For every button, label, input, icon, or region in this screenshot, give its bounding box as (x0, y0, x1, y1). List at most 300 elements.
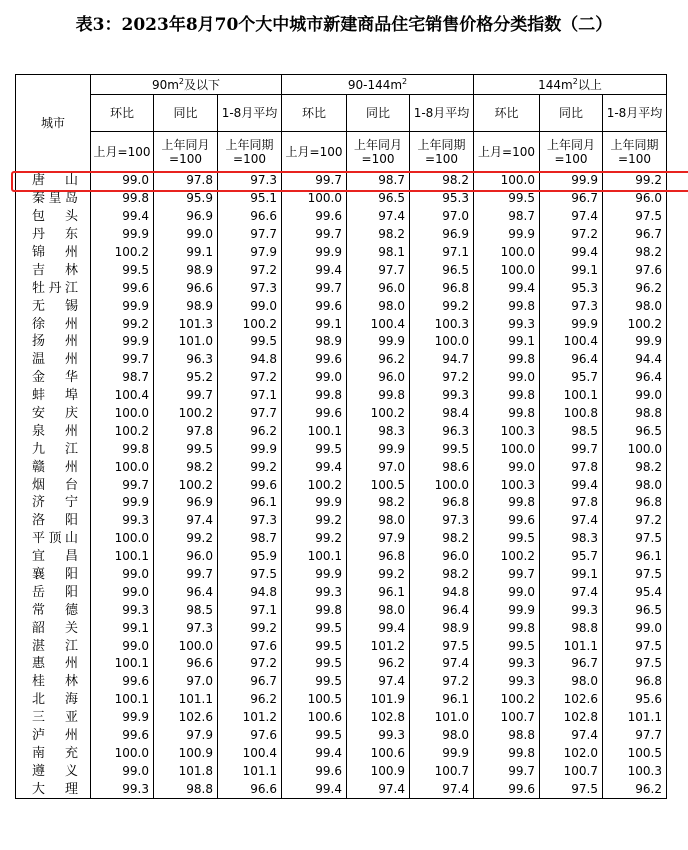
index-value: 99.1 (540, 261, 603, 279)
table-row (16, 637, 667, 655)
city-name: 桂林 (16, 673, 91, 691)
index-value: 99.5 (282, 673, 347, 691)
index-value: 97.1 (218, 601, 282, 619)
index-value: 96.8 (603, 673, 667, 691)
index-value: 99.8 (474, 351, 540, 369)
index-value: 99.7 (282, 226, 347, 244)
index-value: 100.3 (410, 315, 474, 333)
index-value: 100.0 (474, 172, 540, 190)
index-value: 98.0 (347, 297, 410, 315)
index-value: 99.2 (347, 566, 410, 584)
index-value: 99.4 (347, 619, 410, 637)
index-value: 100.1 (282, 548, 347, 566)
index-value: 101.8 (154, 762, 218, 780)
index-value: 99.2 (91, 315, 154, 333)
index-value: 99.6 (91, 727, 154, 745)
index-value: 99.4 (540, 244, 603, 262)
city-name: 金华 (16, 369, 91, 387)
index-value: 99.7 (91, 476, 154, 494)
index-value: 98.9 (154, 261, 218, 279)
index-value: 96.0 (603, 190, 667, 208)
index-value: 99.9 (540, 172, 603, 190)
index-value: 98.2 (410, 566, 474, 584)
base-label: 上年同月=100 (540, 132, 603, 172)
index-value: 98.9 (154, 297, 218, 315)
index-value: 97.0 (154, 673, 218, 691)
index-value: 99.5 (474, 530, 540, 548)
index-value: 99.7 (154, 387, 218, 405)
index-value: 96.1 (603, 548, 667, 566)
table-row (16, 691, 667, 709)
index-value: 96.1 (410, 691, 474, 709)
index-value: 96.8 (347, 548, 410, 566)
index-value: 96.1 (347, 583, 410, 601)
index-value: 99.0 (282, 369, 347, 387)
index-value: 97.6 (218, 637, 282, 655)
index-value: 96.0 (410, 548, 474, 566)
table-row (16, 655, 667, 673)
subheader-avg: 1-8月平均 (603, 95, 667, 132)
index-value: 98.0 (410, 727, 474, 745)
index-value: 96.2 (603, 279, 667, 297)
index-value: 95.2 (154, 369, 218, 387)
index-value: 100.2 (282, 476, 347, 494)
index-value: 99.5 (282, 727, 347, 745)
index-value: 99.9 (603, 333, 667, 351)
city-name: 泸州 (16, 727, 91, 745)
index-value: 97.7 (603, 727, 667, 745)
index-value: 97.8 (154, 422, 218, 440)
table-row (16, 762, 667, 780)
subheader-avg: 1-8月平均 (218, 95, 282, 132)
table-row (16, 512, 667, 530)
index-value: 99.9 (474, 226, 540, 244)
city-name: 大理 (16, 780, 91, 798)
index-value: 95.1 (218, 190, 282, 208)
index-value: 99.4 (474, 279, 540, 297)
index-value: 99.1 (474, 333, 540, 351)
subheader-avg: 1-8月平均 (410, 95, 474, 132)
city-name: 南充 (16, 745, 91, 763)
index-value: 99.7 (282, 279, 347, 297)
index-value: 99.4 (282, 745, 347, 763)
city-name: 锦州 (16, 244, 91, 262)
table-row (16, 566, 667, 584)
index-value: 100.0 (410, 333, 474, 351)
index-value: 98.8 (540, 619, 603, 637)
index-value: 99.6 (474, 512, 540, 530)
index-value: 96.7 (540, 190, 603, 208)
index-value: 100.2 (91, 422, 154, 440)
index-value: 99.5 (282, 655, 347, 673)
index-value: 99.0 (91, 762, 154, 780)
index-value: 97.3 (540, 297, 603, 315)
subheader-yoy: 同比 (154, 95, 218, 132)
city-name: 包头 (16, 208, 91, 226)
index-value: 96.4 (410, 601, 474, 619)
index-value: 97.5 (603, 208, 667, 226)
table-row (16, 745, 667, 763)
index-value: 96.6 (154, 279, 218, 297)
index-value: 99.4 (91, 208, 154, 226)
index-value: 99.2 (218, 619, 282, 637)
index-value: 99.9 (540, 315, 603, 333)
index-value: 99.3 (91, 512, 154, 530)
index-value: 97.4 (410, 780, 474, 798)
index-value: 98.2 (410, 172, 474, 190)
index-value: 102.6 (540, 691, 603, 709)
index-value: 97.5 (410, 637, 474, 655)
index-value: 99.9 (282, 494, 347, 512)
index-value: 96.9 (154, 494, 218, 512)
index-value: 97.2 (218, 261, 282, 279)
subheader-mom: 环比 (282, 95, 347, 132)
index-value: 100.0 (474, 244, 540, 262)
index-value: 99.8 (91, 190, 154, 208)
city-name: 韶关 (16, 619, 91, 637)
index-value: 97.1 (410, 244, 474, 262)
index-value: 98.0 (603, 297, 667, 315)
index-value: 99.6 (474, 780, 540, 798)
index-value: 99.2 (154, 530, 218, 548)
table-row (16, 476, 667, 494)
index-value: 96.2 (347, 655, 410, 673)
index-value: 99.6 (218, 476, 282, 494)
index-value: 97.2 (603, 512, 667, 530)
index-value: 99.3 (347, 727, 410, 745)
index-value: 99.6 (91, 279, 154, 297)
index-value: 96.4 (540, 351, 603, 369)
index-value: 97.0 (410, 208, 474, 226)
index-value: 97.4 (540, 208, 603, 226)
index-value: 96.5 (603, 422, 667, 440)
index-value: 96.0 (154, 548, 218, 566)
index-value: 94.7 (410, 351, 474, 369)
index-value: 99.1 (91, 619, 154, 637)
index-value: 99.2 (282, 530, 347, 548)
table-row (16, 369, 667, 387)
index-value: 99.0 (91, 637, 154, 655)
index-value: 98.8 (154, 780, 218, 798)
index-value: 97.4 (540, 512, 603, 530)
index-value: 95.9 (154, 190, 218, 208)
city-name: 宜昌 (16, 548, 91, 566)
index-value: 99.8 (474, 405, 540, 423)
city-name: 济宁 (16, 494, 91, 512)
index-value: 100.0 (474, 440, 540, 458)
index-value: 97.8 (540, 494, 603, 512)
index-value: 100.4 (218, 745, 282, 763)
index-value: 99.5 (282, 440, 347, 458)
index-value: 98.0 (540, 673, 603, 691)
index-value: 98.9 (410, 619, 474, 637)
index-value: 99.8 (474, 494, 540, 512)
index-value: 96.2 (218, 691, 282, 709)
index-value: 100.4 (540, 333, 603, 351)
city-name: 襄阳 (16, 566, 91, 584)
index-value: 101.2 (347, 637, 410, 655)
table-row (16, 190, 667, 208)
index-value: 98.2 (410, 530, 474, 548)
subheader-mom: 环比 (91, 95, 154, 132)
table-row (16, 673, 667, 691)
index-value: 97.6 (218, 727, 282, 745)
table-row (16, 422, 667, 440)
table-row (16, 709, 667, 727)
index-value: 96.6 (154, 655, 218, 673)
index-value: 99.9 (91, 333, 154, 351)
index-value: 100.0 (91, 745, 154, 763)
index-value: 100.2 (474, 691, 540, 709)
index-value: 101.3 (154, 315, 218, 333)
index-value: 99.0 (91, 172, 154, 190)
index-value: 96.8 (410, 279, 474, 297)
index-value: 96.6 (218, 208, 282, 226)
index-value: 99.3 (474, 315, 540, 333)
index-value: 99.5 (474, 190, 540, 208)
index-value: 98.3 (347, 422, 410, 440)
table-row (16, 494, 667, 512)
index-value: 99.0 (603, 387, 667, 405)
city-name: 牡丹江 (16, 279, 91, 297)
index-value: 98.2 (347, 226, 410, 244)
index-value: 98.2 (154, 458, 218, 476)
index-value: 98.5 (154, 601, 218, 619)
base-label: 上月=100 (474, 132, 540, 172)
city-name: 烟台 (16, 476, 91, 494)
index-value: 101.1 (540, 637, 603, 655)
index-value: 97.3 (410, 512, 474, 530)
index-value: 99.7 (282, 172, 347, 190)
table-row (16, 601, 667, 619)
index-value: 96.8 (410, 494, 474, 512)
index-value: 99.9 (347, 440, 410, 458)
table-row (16, 261, 667, 279)
index-value: 99.6 (282, 405, 347, 423)
index-value: 100.9 (154, 745, 218, 763)
index-value: 97.9 (347, 530, 410, 548)
index-value: 98.8 (603, 405, 667, 423)
index-value: 100.1 (540, 387, 603, 405)
index-value: 99.8 (282, 387, 347, 405)
index-value: 97.2 (410, 673, 474, 691)
index-value: 100.1 (282, 422, 347, 440)
index-value: 96.3 (410, 422, 474, 440)
index-value: 99.4 (282, 780, 347, 798)
index-value: 99.3 (474, 655, 540, 673)
index-value: 99.1 (154, 244, 218, 262)
table-body (16, 172, 667, 799)
index-value: 99.9 (347, 333, 410, 351)
index-value: 100.0 (603, 440, 667, 458)
index-value: 99.3 (410, 387, 474, 405)
index-value: 100.0 (91, 458, 154, 476)
index-value: 99.5 (282, 619, 347, 637)
index-value: 99.8 (282, 601, 347, 619)
base-label: 上月=100 (91, 132, 154, 172)
index-value: 97.5 (540, 780, 603, 798)
index-value: 99.4 (282, 261, 347, 279)
index-value: 97.3 (218, 279, 282, 297)
city-name: 扬州 (16, 333, 91, 351)
index-value: 101.9 (347, 691, 410, 709)
index-value: 99.7 (474, 762, 540, 780)
index-value: 97.4 (347, 780, 410, 798)
index-value: 98.7 (218, 530, 282, 548)
index-value: 99.5 (154, 440, 218, 458)
index-value: 97.4 (347, 208, 410, 226)
city-name: 温州 (16, 351, 91, 369)
index-value: 100.0 (410, 476, 474, 494)
table-row (16, 727, 667, 745)
index-value: 94.8 (218, 583, 282, 601)
index-value: 98.0 (347, 601, 410, 619)
index-value: 98.8 (474, 727, 540, 745)
index-value: 97.9 (218, 244, 282, 262)
index-value: 99.9 (282, 244, 347, 262)
index-value: 99.0 (218, 297, 282, 315)
index-value: 99.7 (91, 351, 154, 369)
index-value: 100.4 (91, 387, 154, 405)
index-value: 100.3 (474, 422, 540, 440)
index-value: 98.2 (347, 494, 410, 512)
city-name: 赣州 (16, 458, 91, 476)
city-header: 城市 (16, 75, 91, 172)
index-value: 97.2 (540, 226, 603, 244)
index-value: 97.2 (218, 655, 282, 673)
index-value: 97.4 (410, 655, 474, 673)
index-value: 101.2 (218, 709, 282, 727)
index-value: 99.0 (91, 566, 154, 584)
index-value: 100.6 (347, 745, 410, 763)
table-row (16, 780, 667, 798)
index-value: 99.2 (410, 297, 474, 315)
index-value: 99.3 (282, 583, 347, 601)
index-value: 98.2 (603, 244, 667, 262)
index-value: 100.2 (603, 315, 667, 333)
index-value: 97.6 (603, 261, 667, 279)
index-value: 97.2 (410, 369, 474, 387)
base-label: 上月=100 (282, 132, 347, 172)
table-row (16, 405, 667, 423)
index-value: 99.9 (410, 745, 474, 763)
index-value: 97.5 (603, 530, 667, 548)
index-value: 94.8 (410, 583, 474, 601)
index-value: 98.7 (347, 172, 410, 190)
index-value: 97.8 (540, 458, 603, 476)
index-value: 100.3 (603, 762, 667, 780)
index-value: 98.3 (540, 530, 603, 548)
index-value: 102.8 (347, 709, 410, 727)
index-value: 99.2 (218, 458, 282, 476)
index-value: 99.6 (282, 351, 347, 369)
index-value: 100.1 (91, 691, 154, 709)
index-value: 94.8 (218, 351, 282, 369)
base-label: 上年同月=100 (154, 132, 218, 172)
index-value: 100.0 (474, 261, 540, 279)
index-value: 102.0 (540, 745, 603, 763)
index-value: 97.4 (540, 583, 603, 601)
city-name: 九江 (16, 440, 91, 458)
index-value: 99.5 (91, 261, 154, 279)
city-name: 北海 (16, 691, 91, 709)
table-row (16, 619, 667, 637)
index-value: 99.2 (282, 512, 347, 530)
group-header-small: $90m^2$及以下 (91, 75, 282, 95)
index-value: 96.1 (218, 494, 282, 512)
index-value: 95.6 (603, 691, 667, 709)
table-row (16, 279, 667, 297)
index-value: 100.5 (282, 691, 347, 709)
index-value: 100.0 (154, 637, 218, 655)
index-value: 98.1 (347, 244, 410, 262)
index-value: 96.7 (540, 655, 603, 673)
index-value: 101.0 (410, 709, 474, 727)
table-row (16, 172, 667, 190)
index-value: 99.6 (282, 208, 347, 226)
index-value: 96.5 (347, 190, 410, 208)
index-value: 97.7 (347, 261, 410, 279)
table-row (16, 333, 667, 351)
index-value: 99.0 (603, 619, 667, 637)
index-value: 99.9 (282, 566, 347, 584)
index-value: 101.1 (154, 691, 218, 709)
index-value: 98.7 (91, 369, 154, 387)
table-row (16, 387, 667, 405)
index-value: 100.5 (347, 476, 410, 494)
index-value: 97.2 (218, 369, 282, 387)
index-value: 97.5 (603, 637, 667, 655)
index-value: 99.4 (282, 458, 347, 476)
index-value: 101.0 (154, 333, 218, 351)
index-value: 98.0 (347, 512, 410, 530)
index-value: 102.8 (540, 709, 603, 727)
table-row (16, 458, 667, 476)
city-name: 平顶山 (16, 530, 91, 548)
group-header-medium: $90-144m^2$ (282, 75, 474, 95)
index-value: 99.1 (282, 315, 347, 333)
index-value: 97.7 (218, 405, 282, 423)
city-name: 徐州 (16, 315, 91, 333)
city-name: 湛江 (16, 637, 91, 655)
price-index-table (15, 74, 667, 799)
table-row (16, 351, 667, 369)
index-value: 100.9 (347, 762, 410, 780)
index-value: 100.7 (474, 709, 540, 727)
index-value: 100.0 (91, 530, 154, 548)
table-row (16, 244, 667, 262)
city-name: 遵义 (16, 762, 91, 780)
index-value: 98.6 (410, 458, 474, 476)
index-value: 100.2 (154, 405, 218, 423)
index-value: 97.4 (154, 512, 218, 530)
table-row (16, 208, 667, 226)
group-header-large: $144m^2$以上 (474, 75, 667, 95)
index-value: 97.5 (218, 566, 282, 584)
index-value: 96.3 (154, 351, 218, 369)
index-value: 100.1 (91, 655, 154, 673)
index-value: 99.9 (218, 440, 282, 458)
index-value: 99.8 (474, 745, 540, 763)
index-value: 96.2 (603, 780, 667, 798)
index-value: 95.4 (603, 583, 667, 601)
city-name: 惠州 (16, 655, 91, 673)
index-value: 98.7 (474, 208, 540, 226)
index-value: 99.9 (91, 709, 154, 727)
index-value: 100.7 (410, 762, 474, 780)
index-value: 100.2 (474, 548, 540, 566)
index-value: 99.5 (218, 333, 282, 351)
